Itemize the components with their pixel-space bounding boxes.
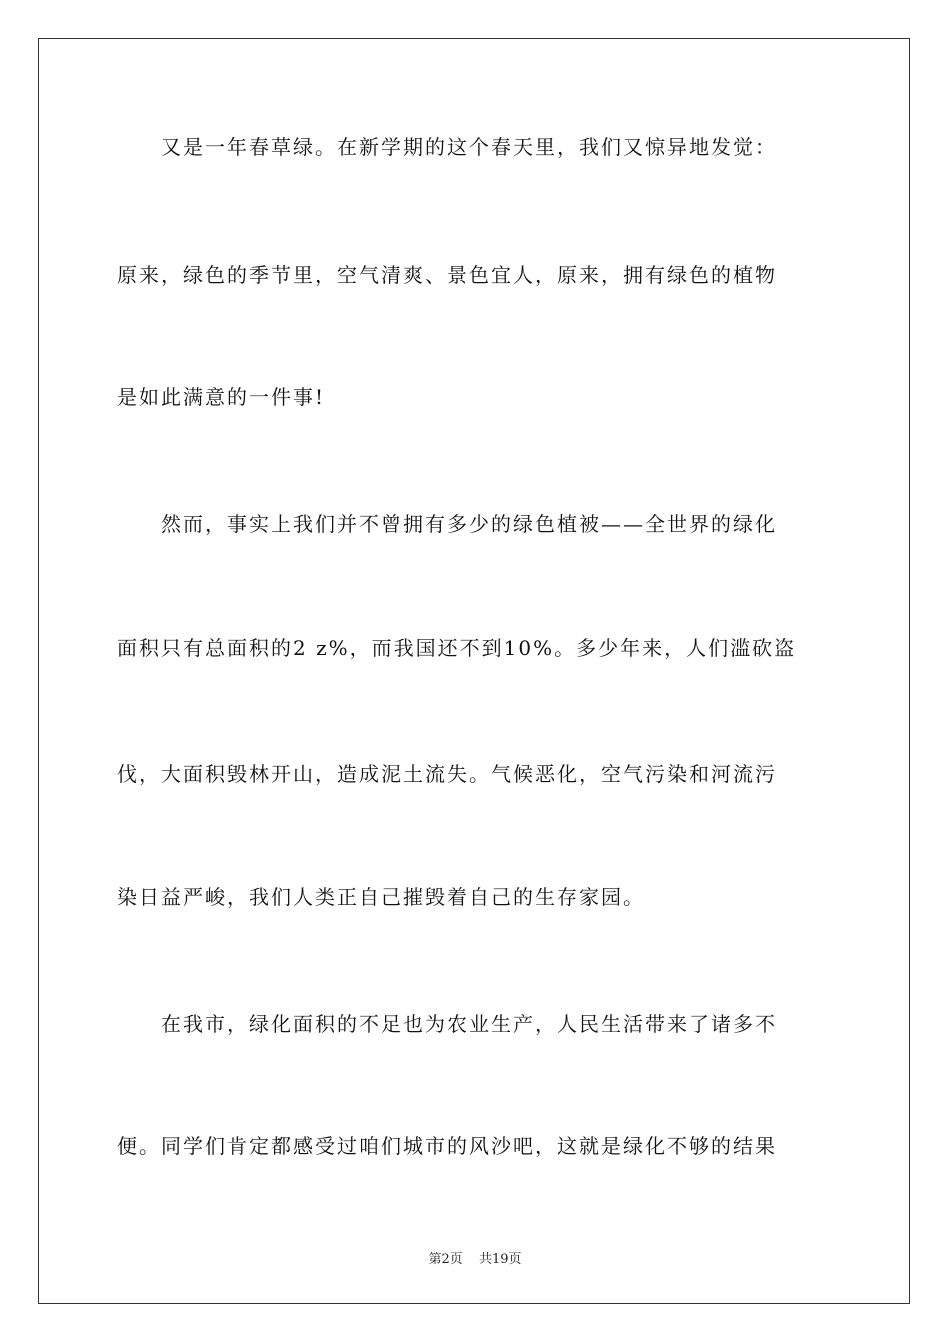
text-line: 在我市，绿化面积的不足也为农业生产，人民生活带来了诸多不 [117,1012,777,1036]
text-line: 便。同学们肯定都感受过咱们城市的风沙吧，这就是绿化不够的结果 [117,1134,777,1158]
text-line: 原来，绿色的季节里，空气清爽、景色宜人，原来，拥有绿色的植物 [117,263,777,287]
page-number: 第2页 [428,1252,463,1267]
text-line: 然而，事实上我们并不曾拥有多少的绿色植被——全世界的绿化 [117,512,777,536]
page-border [38,38,910,1304]
text-line: 是如此满意的一件事! [117,385,326,409]
page-total: 共19页 [478,1252,522,1267]
text-line: 染日益严峻，我们人类正自己摧毁着自己的生存家园。 [117,885,645,909]
page-footer [0,1248,950,1267]
text-line: 面积只有总面积的2 z%，而我国还不到10%。多少年来，人们滥砍盗 [117,636,797,660]
text-line: 伐，大面积毁林开山，造成泥土流失。气候恶化，空气污染和河流污 [117,762,777,786]
text-line: 又是一年春草绿。在新学期的这个春天里，我们又惊异地发觉： [117,135,777,159]
